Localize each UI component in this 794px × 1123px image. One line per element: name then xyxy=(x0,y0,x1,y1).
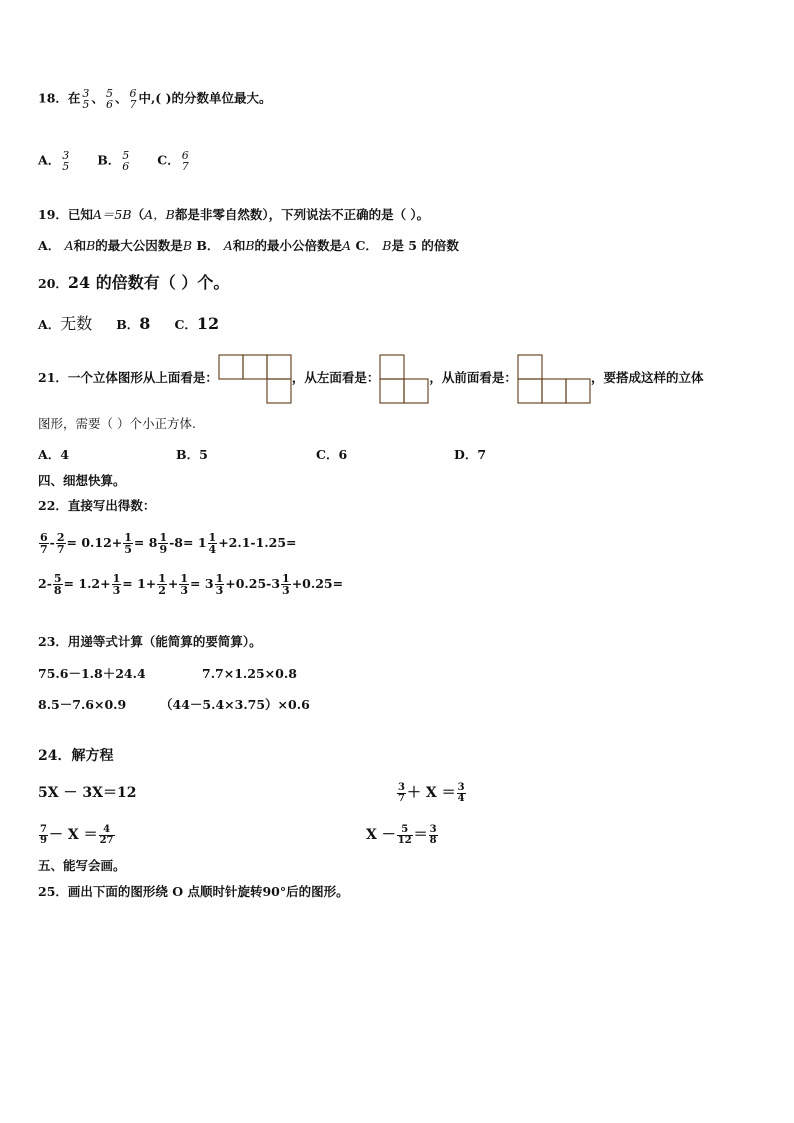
q23-expr-2: 7.7×1.25×0.8 xyxy=(202,666,297,681)
q24-eq-4: X － $\frac{5}{12}$ ＝ $\frac{3}{8}$ xyxy=(366,823,437,846)
q21-options xyxy=(38,447,486,463)
q18-sep: 、 xyxy=(114,90,128,106)
q21-line2: 图形，需要（ ）个小正方体. xyxy=(38,416,196,431)
q24-eq-3: $\frac{7}{9}$ － X ＝ $\frac{4}{27}$ xyxy=(40,823,114,846)
q23-expr-3: 8.5－7.6×0.9 xyxy=(38,697,127,712)
q18-pre: 在 xyxy=(67,90,81,106)
q19-option-b[interactable]: B． A和B的最小公倍数是A xyxy=(196,238,352,253)
q18-frac-1: 3 5 xyxy=(82,87,90,111)
q18-option-a[interactable]: A． 3 5 xyxy=(38,149,70,173)
q24-eq-1: 5X － 3X＝12 xyxy=(38,785,137,801)
top-view-figure xyxy=(218,354,292,404)
q19-option-c[interactable]: C． B是 5 的倍数 xyxy=(355,238,459,253)
q20-question: 24 的倍数有（ ）个。 xyxy=(67,273,230,292)
q24-stem: 24．解方程 xyxy=(38,748,114,764)
q23-expr-4: （44－5.4×3.75）×0.6 xyxy=(160,697,310,712)
q18-post: 中,( )的分数单位最大。 xyxy=(138,90,272,106)
q18-line xyxy=(38,88,272,110)
front-view-figure xyxy=(517,354,591,404)
q21-stem: 21．一个立体图形从上面看是： ，从左面看是： ，从前面看是： ，要搭成这样的立体 xyxy=(38,352,703,404)
q20-option-c[interactable]: C．12 xyxy=(174,314,220,333)
q18-options xyxy=(38,150,191,172)
q23-stem: 23．用递等式计算（能简算的要简算）。 xyxy=(38,634,262,649)
q19-option-a[interactable]: A． A和B的最大公因数是B xyxy=(38,238,192,253)
q21-option-a[interactable]: A．4 xyxy=(38,447,69,462)
q19-options xyxy=(38,238,459,254)
q24-eq-2: $\frac{3}{7}$ ＋ X ＝ $\frac{3}{4}$ xyxy=(398,781,465,804)
q19-stem: 19．已知A＝5B（A，B都是非零自然数），下列说法不正确的是（ ）。 xyxy=(38,207,430,222)
q19-expression: A＝5B xyxy=(92,207,132,222)
q18-sep: 、 xyxy=(91,90,104,106)
q25-stem: 25．画出下面的图形绕 O 点顺时针旋转90°后的图形。 xyxy=(38,884,349,899)
q21-option-d[interactable]: D．7 xyxy=(454,447,487,462)
section-4-heading: 四、细想快算。 xyxy=(38,473,126,488)
q20-option-b[interactable]: B．8 xyxy=(116,314,151,333)
q18-frac-3: 6 7 xyxy=(129,87,137,111)
q18-frac-2: 5 6 xyxy=(105,87,113,111)
q20-stem: 20．24 的倍数有（ ）个。 xyxy=(38,273,230,292)
q18-number: 18． xyxy=(38,90,68,106)
q22-row-1: $\frac{6}{7}$ - $\frac{2}{7}$ = 0.12+ $\frac{1}{5}$ = 8 $\frac{1}{9}$ -8= 1 $\frac{1}{4}$ +2.1-1.25= xyxy=(40,531,297,556)
section-5-heading: 五、能写会画。 xyxy=(38,858,126,873)
q23-expr-1: 75.6－1.8＋24.4 xyxy=(38,666,146,681)
q21-option-c[interactable]: C．6 xyxy=(316,447,348,462)
q22-row-2: 2- $\frac{5}{8}$ = 1.2+ $\frac{1}{3}$ = 1+ $\frac{1}{2}$ + $\frac{1}{3}$ = 3 $\frac{1}{3}$ +0.25-3 $\frac{1}{3}$ +0.25= xyxy=(38,572,344,597)
q20-option-a[interactable]: A．无数 xyxy=(38,314,93,333)
q20-options xyxy=(38,316,219,333)
q21-option-b[interactable]: B．5 xyxy=(176,447,208,462)
q18-option-c[interactable]: C． 6 7 xyxy=(157,149,189,173)
left-view-figure xyxy=(379,354,429,404)
q22-stem: 22．直接写出得数： xyxy=(38,498,156,513)
q18-option-b[interactable]: B． 5 6 xyxy=(97,149,130,173)
